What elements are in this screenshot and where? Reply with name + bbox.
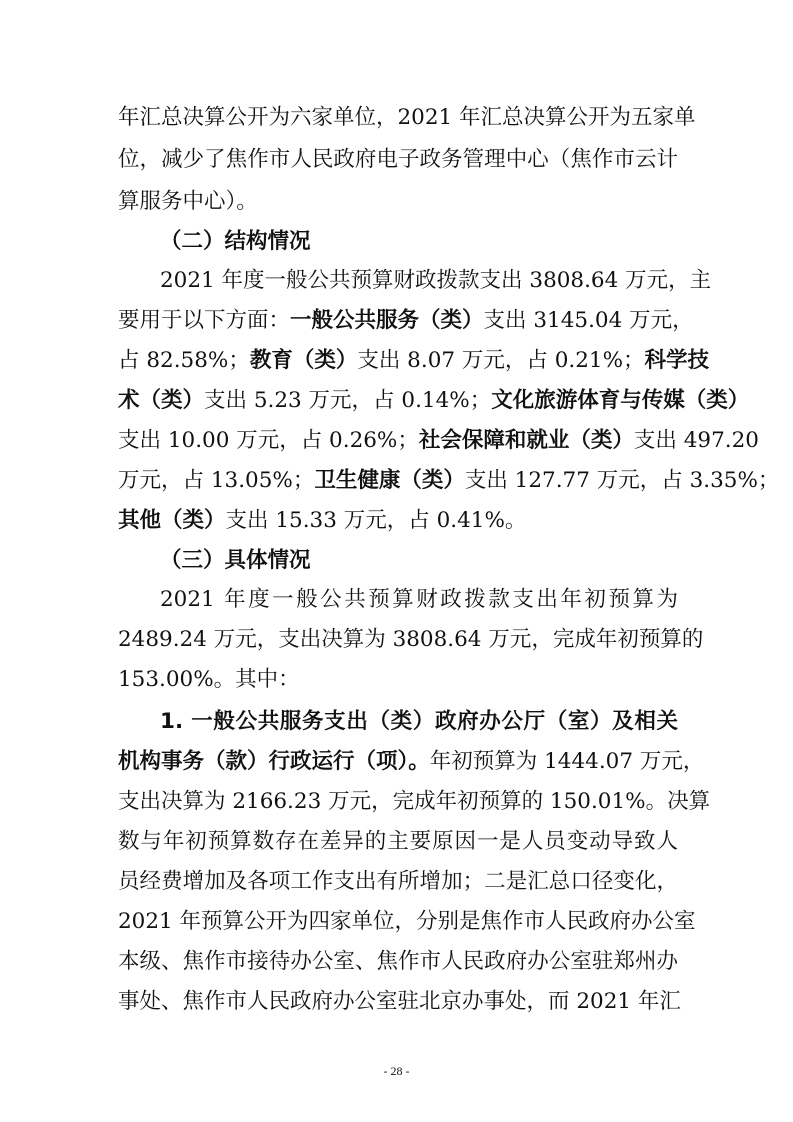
item-heading-line: 1. 一般公共服务支出（类）政府办公厅（室）及相关 <box>160 709 678 734</box>
text-line: 2021 年预算公开为四家单位，分别是焦作市人民政府办公室 <box>118 909 696 934</box>
text-line: 机构事务（款）行政运行（项）。年初预算为 1444.07 万元， <box>118 749 705 774</box>
text-line: 支出决算为 2166.23 万元，完成年初预算的 150.01%。决算 <box>118 789 711 814</box>
text-line: 万元，占 13.05%；卫生健康（类）支出 127.77 万元，占 3.35%； <box>118 468 780 493</box>
text-line: 年汇总决算公开为六家单位，2021 年汇总决算公开为五家单 <box>118 105 696 130</box>
text-line: 其他（类）支出 15.33 万元，占 0.41%。 <box>118 508 527 533</box>
text-line: 算服务中心）。 <box>118 189 258 214</box>
text-line: 员经费增加及各项工作支出有所增加；二是汇总口径变化， <box>118 869 678 894</box>
text-line: 数与年初预算数存在差异的主要原因一是人员变动导致人 <box>118 829 678 854</box>
text-line: 2021 年度一般公共预算财政拨款支出 3808.64 万元，主 <box>160 268 712 293</box>
text-line: 2021 年度一般公共预算财政拨款支出年初预算为 <box>160 587 678 612</box>
text-line: 153.00%。其中： <box>118 667 300 692</box>
text-line: 术（类）支出 5.23 万元，占 0.14%；文化旅游体育与传媒（类） <box>118 388 750 413</box>
section-heading: （三）具体情况 <box>160 548 311 573</box>
page-number: - 28 - <box>383 1064 410 1078</box>
text-line: 支出 10.00 万元，占 0.26%；社会保障和就业（类）支出 497.20 <box>118 428 759 453</box>
text-line: 占 82.58%；教育（类）支出 8.07 万元，占 0.21%；科学技 <box>118 348 710 373</box>
text-line: 2489.24 万元，支出决算为 3808.64 万元，完成年初预算的 <box>118 627 704 652</box>
text-line: 要用于以下方面：一般公共服务（类）支出 3145.04 万元， <box>118 308 694 333</box>
section-heading: （二）结构情况 <box>160 229 311 254</box>
text-line: 本级、焦作市接待办公室、焦作市人民政府办公室驻郑州办 <box>118 949 678 974</box>
text-line: 事处、焦作市人民政府办公室驻北京办事处，而 2021 年汇 <box>118 989 681 1014</box>
text-line: 位，减少了焦作市人民政府电子政务管理中心（焦作市云计 <box>118 147 678 172</box>
